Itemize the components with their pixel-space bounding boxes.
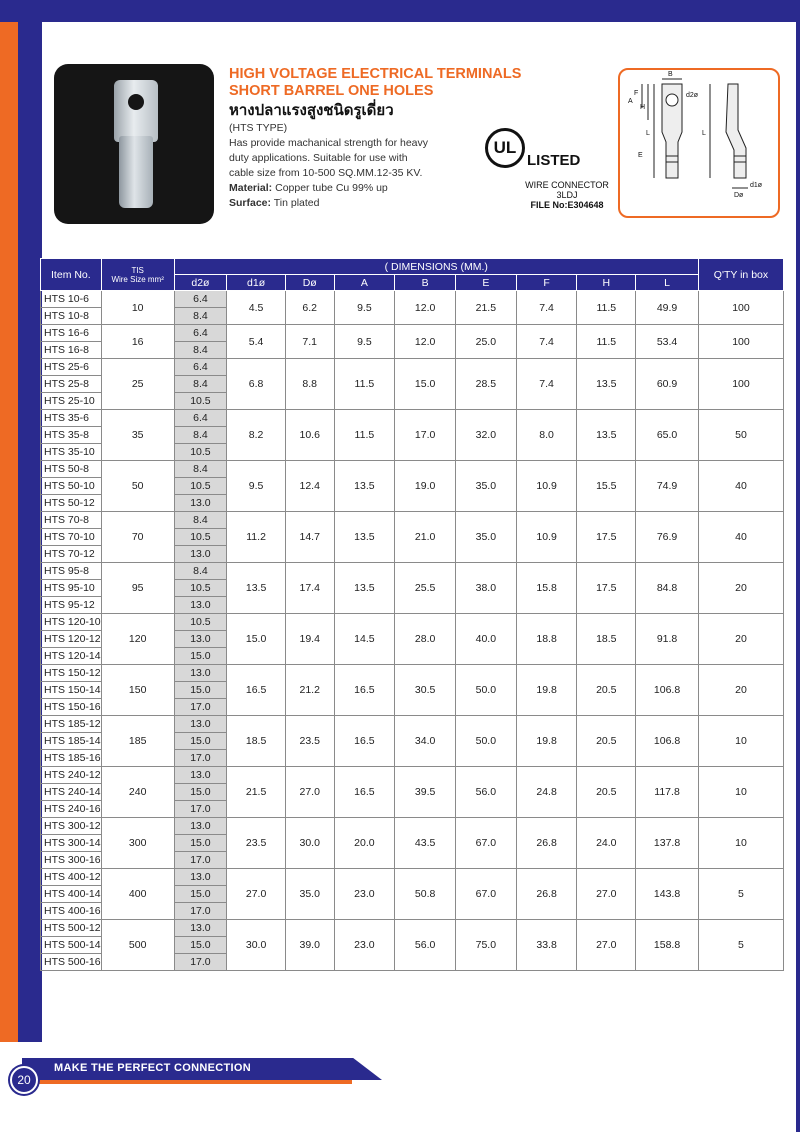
header-b: B: [395, 275, 456, 291]
item-no-cell: HTS 300-16: [41, 852, 102, 869]
a-cell: 9.5: [334, 325, 395, 359]
e-cell: 56.0: [455, 767, 516, 818]
item-no-cell: HTS 150-16: [41, 699, 102, 716]
table-row: [41, 512, 784, 529]
table-row: [41, 920, 784, 937]
f-cell: 24.8: [516, 767, 577, 818]
item-no-cell: HTS 70-12: [41, 546, 102, 563]
item-no-cell: HTS 70-10: [41, 529, 102, 546]
item-no-cell: HTS 300-14: [41, 835, 102, 852]
h-cell: 20.5: [577, 665, 636, 716]
surface-value: Tin plated: [271, 197, 320, 209]
diagram-label-e: E: [638, 152, 643, 159]
tis-cell: 400: [101, 869, 174, 920]
qty-cell: 100: [698, 291, 783, 325]
a-cell: 16.5: [334, 767, 395, 818]
d1-cell: 11.2: [227, 512, 286, 563]
a-cell: 20.0: [334, 818, 395, 869]
l-cell: 74.9: [636, 461, 699, 512]
description-line-3: cable size from 10-500 SQ.MM.12-35 KV.: [229, 167, 423, 179]
product-photo: [54, 64, 214, 224]
material-label: Material:: [229, 182, 273, 194]
f-cell: 33.8: [516, 920, 577, 971]
item-no-cell: HTS 95-8: [41, 563, 102, 580]
item-no-cell: HTS 185-16: [41, 750, 102, 767]
item-no-cell: HTS 50-8: [41, 461, 102, 478]
tis-cell: 16: [101, 325, 174, 359]
item-no-cell: HTS 35-8: [41, 427, 102, 444]
description-line-2: duty applications. Suitable for use with: [229, 152, 408, 164]
d2-cell: 13.0: [174, 869, 227, 886]
e-cell: 35.0: [455, 512, 516, 563]
a-cell: 14.5: [334, 614, 395, 665]
d1-cell: 5.4: [227, 325, 286, 359]
b-cell: 19.0: [395, 461, 456, 512]
item-no-cell: HTS 95-12: [41, 597, 102, 614]
l-cell: 84.8: [636, 563, 699, 614]
l-cell: 106.8: [636, 716, 699, 767]
item-no-cell: HTS 240-14: [41, 784, 102, 801]
f-cell: 15.8: [516, 563, 577, 614]
tis-cell: 50: [101, 461, 174, 512]
item-no-cell: HTS 70-8: [41, 512, 102, 529]
d2-cell: 13.0: [174, 495, 227, 512]
header-d: Dø: [285, 275, 334, 291]
qty-cell: 100: [698, 359, 783, 410]
header-dimensions: ( DIMENSIONS (MM.): [174, 259, 698, 275]
item-no-cell: HTS 25-8: [41, 376, 102, 393]
d1-cell: 16.5: [227, 665, 286, 716]
h-cell: 24.0: [577, 818, 636, 869]
item-no-cell: HTS 500-14: [41, 937, 102, 954]
d2-cell: 10.5: [174, 614, 227, 631]
a-cell: 13.5: [334, 461, 395, 512]
table-row: [41, 665, 784, 682]
d2-cell: 13.0: [174, 546, 227, 563]
table-row: [41, 563, 784, 580]
a-cell: 16.5: [334, 665, 395, 716]
d2-cell: 8.4: [174, 308, 227, 325]
d-cell: 21.2: [285, 665, 334, 716]
l-cell: 60.9: [636, 359, 699, 410]
d2-cell: 8.4: [174, 342, 227, 359]
item-no-cell: HTS 50-10: [41, 478, 102, 495]
item-no-cell: HTS 50-12: [41, 495, 102, 512]
d-cell: 8.8: [285, 359, 334, 410]
table-row: [41, 461, 784, 478]
e-cell: 40.0: [455, 614, 516, 665]
surface-line: [229, 196, 521, 211]
d-cell: 14.7: [285, 512, 334, 563]
item-no-cell: HTS 35-6: [41, 410, 102, 427]
d2-cell: 15.0: [174, 648, 227, 665]
header-tis-line-2: Wire Size mm²: [111, 274, 164, 284]
d2-cell: 13.0: [174, 597, 227, 614]
header-item: Item No.: [41, 259, 102, 291]
h-cell: 27.0: [577, 869, 636, 920]
tis-cell: 120: [101, 614, 174, 665]
d2-cell: 10.5: [174, 393, 227, 410]
item-no-cell: HTS 16-6: [41, 325, 102, 342]
e-cell: 35.0: [455, 461, 516, 512]
item-no-cell: HTS 500-12: [41, 920, 102, 937]
spec-table-body: [41, 291, 784, 971]
d-cell: 19.4: [285, 614, 334, 665]
item-no-cell: HTS 400-14: [41, 886, 102, 903]
b-cell: 17.0: [395, 410, 456, 461]
f-cell: 10.9: [516, 512, 577, 563]
d2-cell: 13.0: [174, 631, 227, 648]
item-no-cell: HTS 400-12: [41, 869, 102, 886]
d2-cell: 17.0: [174, 903, 227, 920]
material-line: [229, 181, 521, 196]
tis-cell: 500: [101, 920, 174, 971]
d1-cell: 27.0: [227, 869, 286, 920]
a-cell: 9.5: [334, 291, 395, 325]
l-cell: 65.0: [636, 410, 699, 461]
f-cell: 8.0: [516, 410, 577, 461]
l-cell: 91.8: [636, 614, 699, 665]
h-cell: 20.5: [577, 716, 636, 767]
qty-cell: 40: [698, 512, 783, 563]
diagram-label-d: Dø: [734, 192, 744, 199]
e-cell: 67.0: [455, 869, 516, 920]
ul-listed-text: LISTED: [527, 152, 581, 169]
table-row: [41, 716, 784, 733]
spec-table: [40, 258, 784, 971]
b-cell: 30.5: [395, 665, 456, 716]
d-cell: 7.1: [285, 325, 334, 359]
header-tis: [101, 259, 174, 291]
table-row: [41, 767, 784, 784]
diagram-label-l-side: L: [702, 130, 706, 137]
d2-cell: 10.5: [174, 529, 227, 546]
a-cell: 11.5: [334, 359, 395, 410]
tis-cell: 150: [101, 665, 174, 716]
f-cell: 7.4: [516, 291, 577, 325]
d2-cell: 17.0: [174, 750, 227, 767]
tis-cell: 300: [101, 818, 174, 869]
ul-caption-line-1: WIRE CONNECTOR: [525, 180, 609, 190]
footer-slogan: MAKE THE PERFECT CONNECTION: [54, 1062, 251, 1074]
top-band: [0, 0, 800, 22]
h-cell: 13.5: [577, 359, 636, 410]
e-cell: 67.0: [455, 818, 516, 869]
d2-cell: 15.0: [174, 937, 227, 954]
d2-cell: 15.0: [174, 886, 227, 903]
d-cell: 39.0: [285, 920, 334, 971]
page-number: 20: [10, 1066, 38, 1094]
h-cell: 27.0: [577, 920, 636, 971]
l-cell: 53.4: [636, 325, 699, 359]
e-cell: 32.0: [455, 410, 516, 461]
title-line-2: SHORT BARREL ONE HOLES: [229, 83, 434, 99]
item-no-cell: HTS 16-8: [41, 342, 102, 359]
item-no-cell: HTS 120-10: [41, 614, 102, 631]
f-cell: 19.8: [516, 716, 577, 767]
e-cell: 21.5: [455, 291, 516, 325]
d2-cell: 15.0: [174, 784, 227, 801]
qty-cell: 10: [698, 716, 783, 767]
qty-cell: 10: [698, 767, 783, 818]
f-cell: 7.4: [516, 325, 577, 359]
left-brand-band: [18, 22, 42, 1042]
qty-cell: 5: [698, 869, 783, 920]
table-row: [41, 614, 784, 631]
material-value: Copper tube Cu 99% up: [272, 182, 388, 194]
header-h: H: [577, 275, 636, 291]
d2-cell: 17.0: [174, 699, 227, 716]
d-cell: 35.0: [285, 869, 334, 920]
footer-accent-line: [22, 1080, 352, 1084]
tis-cell: 70: [101, 512, 174, 563]
header-e: E: [455, 275, 516, 291]
diagram-label-a: A: [628, 98, 633, 105]
ul-caption-line-3: FILE No:E304648: [530, 200, 604, 210]
item-no-cell: HTS 120-14: [41, 648, 102, 665]
b-cell: 25.5: [395, 563, 456, 614]
table-row: [41, 291, 784, 308]
l-cell: 117.8: [636, 767, 699, 818]
d1-cell: 15.0: [227, 614, 286, 665]
product-heading: [229, 66, 521, 211]
item-no-cell: HTS 120-12: [41, 631, 102, 648]
type-label: (HTS TYPE): [229, 122, 288, 134]
d1-cell: 6.8: [227, 359, 286, 410]
d2-cell: 13.0: [174, 665, 227, 682]
a-cell: 23.0: [334, 869, 395, 920]
d2-cell: 6.4: [174, 325, 227, 342]
f-cell: 18.8: [516, 614, 577, 665]
tis-cell: 95: [101, 563, 174, 614]
e-cell: 75.0: [455, 920, 516, 971]
header-f: F: [516, 275, 577, 291]
diagram-label-h: H: [640, 104, 646, 111]
d-cell: 10.6: [285, 410, 334, 461]
d2-cell: 8.4: [174, 563, 227, 580]
d1-cell: 18.5: [227, 716, 286, 767]
e-cell: 28.5: [455, 359, 516, 410]
lug-palm: [114, 80, 158, 142]
d2-cell: 8.4: [174, 461, 227, 478]
d2-cell: 17.0: [174, 954, 227, 971]
d1-cell: 4.5: [227, 291, 286, 325]
d2-cell: 15.0: [174, 733, 227, 750]
f-cell: 10.9: [516, 461, 577, 512]
d2-cell: 8.4: [174, 512, 227, 529]
h-cell: 17.5: [577, 563, 636, 614]
h-cell: 13.5: [577, 410, 636, 461]
d-cell: 17.4: [285, 563, 334, 614]
d2-cell: 6.4: [174, 359, 227, 376]
l-cell: 76.9: [636, 512, 699, 563]
d2-cell: 13.0: [174, 767, 227, 784]
title-line-1: HIGH VOLTAGE ELECTRICAL TERMINALS: [229, 66, 522, 82]
d1-cell: 9.5: [227, 461, 286, 512]
surface-label: Surface:: [229, 197, 272, 209]
tis-cell: 240: [101, 767, 174, 818]
description-line-1: Has provide machanical strength for heavy: [229, 137, 429, 149]
table-row: [41, 410, 784, 427]
d2-cell: 8.4: [174, 427, 227, 444]
e-cell: 50.0: [455, 716, 516, 767]
e-cell: 50.0: [455, 665, 516, 716]
d2-cell: 10.5: [174, 444, 227, 461]
b-cell: 12.0: [395, 325, 456, 359]
item-no-cell: HTS 10-6: [41, 291, 102, 308]
table-row: [41, 818, 784, 835]
item-no-cell: HTS 25-6: [41, 359, 102, 376]
qty-cell: 10: [698, 818, 783, 869]
d-cell: 6.2: [285, 291, 334, 325]
d1-cell: 21.5: [227, 767, 286, 818]
b-cell: 39.5: [395, 767, 456, 818]
right-border: [796, 0, 800, 1132]
title-thai: หางปลาแรงสูงชนิดรูเดี่ยว: [229, 102, 394, 119]
h-cell: 18.5: [577, 614, 636, 665]
item-no-cell: HTS 300-12: [41, 818, 102, 835]
d1-cell: 8.2: [227, 410, 286, 461]
item-no-cell: HTS 185-12: [41, 716, 102, 733]
tis-cell: 25: [101, 359, 174, 410]
l-cell: 143.8: [636, 869, 699, 920]
item-no-cell: HTS 150-12: [41, 665, 102, 682]
l-cell: 106.8: [636, 665, 699, 716]
b-cell: 34.0: [395, 716, 456, 767]
h-cell: 11.5: [577, 291, 636, 325]
table-row: [41, 325, 784, 342]
item-no-cell: HTS 400-16: [41, 903, 102, 920]
f-cell: 26.8: [516, 818, 577, 869]
d-cell: 12.4: [285, 461, 334, 512]
d1-cell: 30.0: [227, 920, 286, 971]
a-cell: 11.5: [334, 410, 395, 461]
a-cell: 16.5: [334, 716, 395, 767]
h-cell: 15.5: [577, 461, 636, 512]
d1-cell: 13.5: [227, 563, 286, 614]
item-no-cell: HTS 95-10: [41, 580, 102, 597]
d-cell: 27.0: [285, 767, 334, 818]
b-cell: 21.0: [395, 512, 456, 563]
h-cell: 17.5: [577, 512, 636, 563]
item-no-cell: HTS 240-12: [41, 767, 102, 784]
terminal-drawing: [620, 70, 778, 216]
l-cell: 158.8: [636, 920, 699, 971]
h-cell: 20.5: [577, 767, 636, 818]
diagram-label-b: B: [668, 71, 673, 78]
qty-cell: 50: [698, 410, 783, 461]
header-tis-line-1: TIS: [131, 265, 144, 275]
item-no-cell: HTS 500-16: [41, 954, 102, 971]
d2-cell: 13.0: [174, 818, 227, 835]
diagram-label-f: F: [634, 90, 639, 97]
lug-hole: [128, 94, 144, 110]
item-no-cell: HTS 150-14: [41, 682, 102, 699]
b-cell: 12.0: [395, 291, 456, 325]
item-no-cell: HTS 240-16: [41, 801, 102, 818]
item-no-cell: HTS 185-14: [41, 733, 102, 750]
d2-cell: 15.0: [174, 682, 227, 699]
header-d1: d1ø: [227, 275, 286, 291]
header-a: A: [334, 275, 395, 291]
d2-cell: 17.0: [174, 801, 227, 818]
a-cell: 23.0: [334, 920, 395, 971]
f-cell: 7.4: [516, 359, 577, 410]
diagram-label-d2: d2ø: [686, 92, 699, 99]
b-cell: 43.5: [395, 818, 456, 869]
item-no-cell: HTS 35-10: [41, 444, 102, 461]
header-l: L: [636, 275, 699, 291]
d2-cell: 15.0: [174, 835, 227, 852]
d2-cell: 8.4: [174, 376, 227, 393]
b-cell: 50.8: [395, 869, 456, 920]
f-cell: 26.8: [516, 869, 577, 920]
ul-logo: UL: [485, 128, 525, 168]
d1-cell: 23.5: [227, 818, 286, 869]
f-cell: 19.8: [516, 665, 577, 716]
l-cell: 137.8: [636, 818, 699, 869]
diagram-label-l: L: [646, 130, 650, 137]
qty-cell: 20: [698, 665, 783, 716]
d2-cell: 13.0: [174, 716, 227, 733]
qty-cell: 100: [698, 325, 783, 359]
qty-cell: 20: [698, 563, 783, 614]
d2-cell: 6.4: [174, 410, 227, 427]
tis-cell: 185: [101, 716, 174, 767]
item-no-cell: HTS 25-10: [41, 393, 102, 410]
d2-cell: 17.0: [174, 852, 227, 869]
d2-cell: 10.5: [174, 580, 227, 597]
d2-cell: 10.5: [174, 478, 227, 495]
a-cell: 13.5: [334, 512, 395, 563]
qty-cell: 5: [698, 920, 783, 971]
tis-cell: 10: [101, 291, 174, 325]
b-cell: 56.0: [395, 920, 456, 971]
d-cell: 30.0: [285, 818, 334, 869]
d2-cell: 13.0: [174, 920, 227, 937]
h-cell: 11.5: [577, 325, 636, 359]
header-d2: d2ø: [174, 275, 227, 291]
ul-caption: [522, 180, 612, 210]
a-cell: 13.5: [334, 563, 395, 614]
ul-caption-line-2: 3LDJ: [556, 190, 578, 200]
b-cell: 28.0: [395, 614, 456, 665]
l-cell: 49.9: [636, 291, 699, 325]
diagram-label-d1: d1ø: [750, 182, 763, 189]
b-cell: 15.0: [395, 359, 456, 410]
dimension-diagram: [618, 68, 780, 218]
header-qty: Q'TY in box: [698, 259, 783, 291]
table-row: [41, 869, 784, 886]
lug-barrel: [119, 136, 153, 208]
qty-cell: 40: [698, 461, 783, 512]
qty-cell: 20: [698, 614, 783, 665]
item-no-cell: HTS 10-8: [41, 308, 102, 325]
table-row: [41, 359, 784, 376]
tis-cell: 35: [101, 410, 174, 461]
d2-cell: 6.4: [174, 291, 227, 308]
e-cell: 38.0: [455, 563, 516, 614]
d-cell: 23.5: [285, 716, 334, 767]
e-cell: 25.0: [455, 325, 516, 359]
